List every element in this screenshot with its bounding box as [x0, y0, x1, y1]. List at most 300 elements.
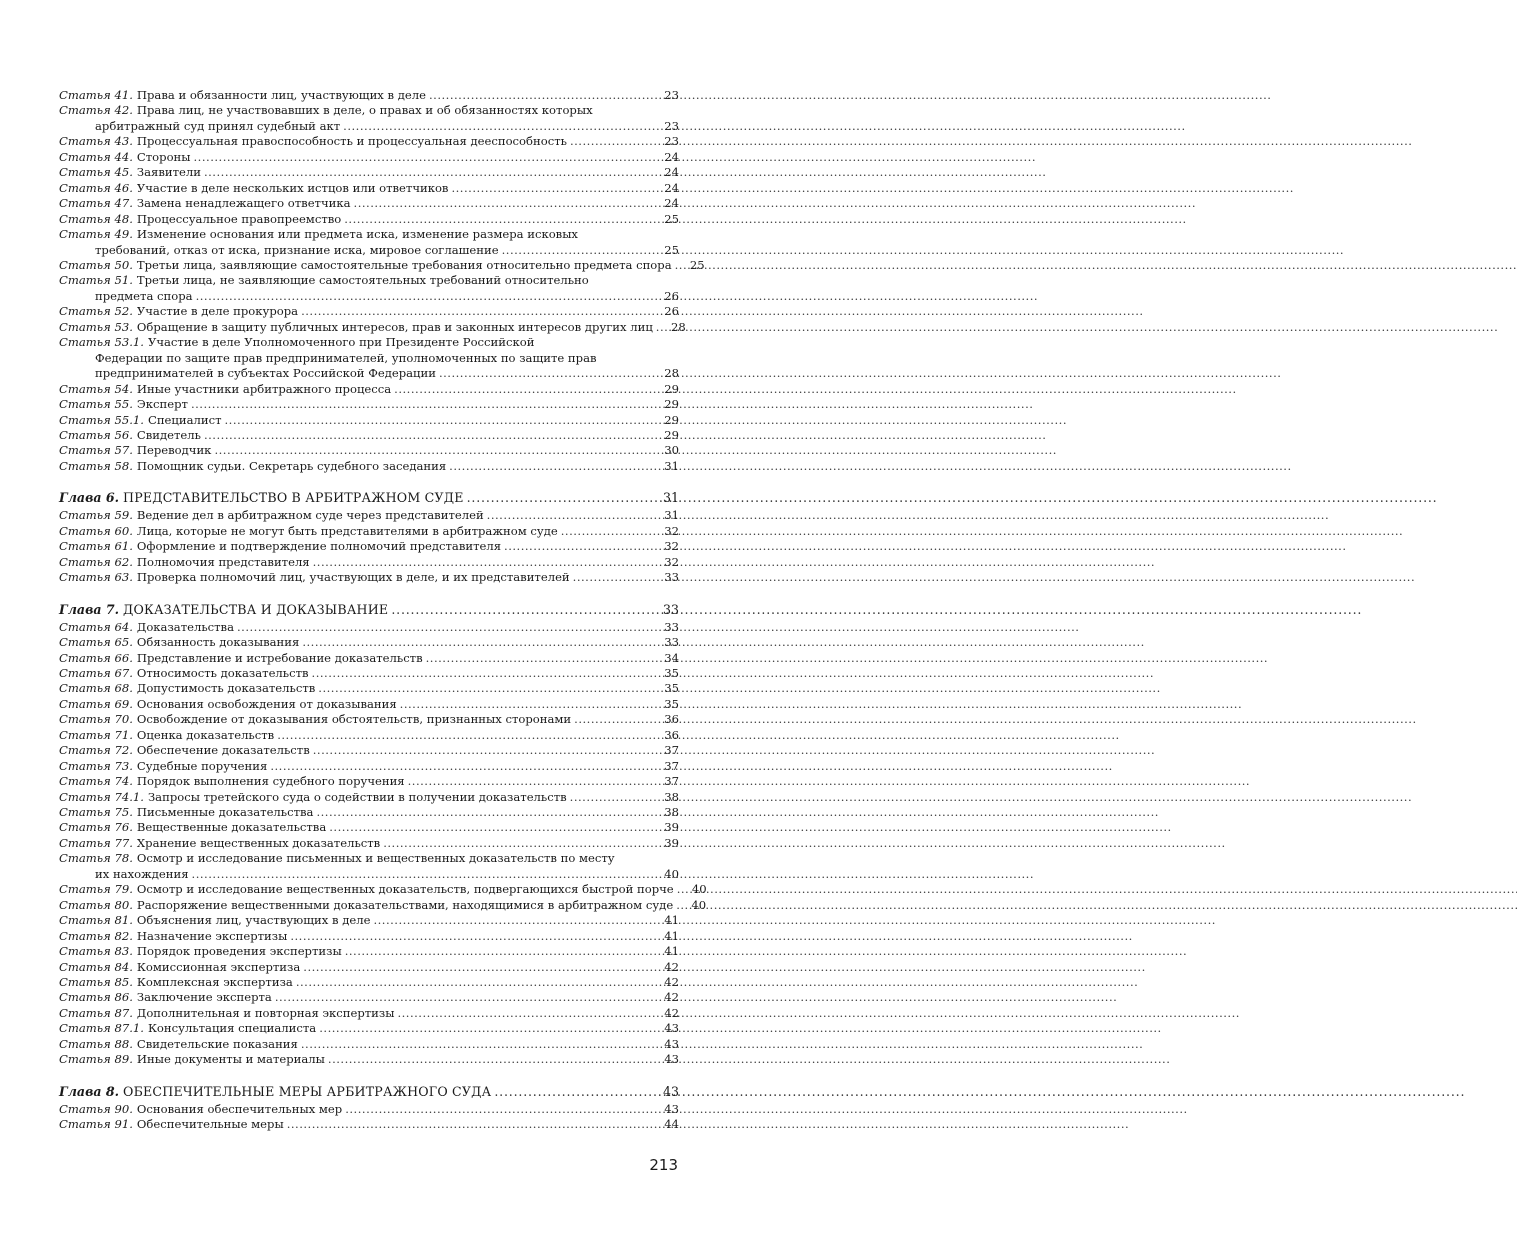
toc-article — [59, 555, 679, 570]
article-label: Статья 64. — [59, 619, 133, 634]
toc-line — [59, 712, 679, 727]
leader-dots — [504, 539, 659, 554]
leader-dots — [204, 165, 659, 180]
toc-article — [59, 790, 679, 805]
toc-line — [59, 867, 679, 882]
toc-article — [59, 508, 679, 523]
leader-dots — [439, 366, 659, 381]
chapter-label: Глава 8. — [59, 1083, 120, 1099]
article-label: Статья 57. — [59, 443, 133, 458]
article-label: Статья 84. — [59, 959, 133, 974]
article-label: Статья 71. — [59, 727, 133, 742]
article-label: Статья 46. — [59, 180, 133, 195]
article-label: Статья 66. — [59, 650, 133, 665]
toc-line — [59, 257, 705, 273]
article-title: Процессуальная правоспособность и процессуальная дееспособность — [136, 134, 567, 149]
toc-page-number: 30 — [664, 443, 679, 458]
toc-line — [59, 304, 679, 319]
toc-line — [59, 508, 679, 523]
toc-line — [59, 635, 679, 650]
article-title: Участие в деле Уполномоченного при Президенте Российской — [147, 335, 535, 350]
leader-dots — [408, 774, 659, 789]
toc-article — [59, 882, 707, 897]
toc-page-number: 33 — [664, 619, 679, 634]
leader-dots — [191, 397, 659, 412]
article-title: Основания обеспечительных мер — [136, 1101, 343, 1116]
toc-line — [59, 119, 679, 134]
article-title: Федерации по защите прав предпринимателей, уполномоченных по защите прав — [95, 350, 597, 365]
toc-page-number: 29 — [664, 381, 679, 396]
toc-page-number: 29 — [664, 427, 679, 442]
toc-chapter — [59, 1084, 679, 1100]
toc-article — [59, 774, 679, 789]
article-title: Свидетель — [136, 427, 201, 442]
toc-line — [59, 681, 679, 696]
article-title: Назначение экспертизы — [136, 928, 288, 943]
toc-article — [59, 712, 679, 727]
toc-line — [59, 196, 679, 211]
article-label: Статья 82. — [59, 928, 133, 943]
toc-line — [59, 366, 679, 381]
toc-page-number: 29 — [664, 397, 679, 412]
toc-article — [59, 397, 679, 412]
article-label: Статья 47. — [59, 196, 133, 211]
toc-page-number: 33 — [662, 601, 679, 617]
article-label: Статья 76. — [59, 820, 133, 835]
leader-dots — [312, 666, 659, 681]
toc-article — [59, 681, 679, 696]
toc-article — [59, 382, 679, 397]
toc-line — [59, 490, 679, 506]
toc-article — [59, 1037, 679, 1052]
toc-page-number: 26 — [664, 304, 679, 319]
toc-article — [59, 651, 679, 666]
article-title: Ведение дел в арбитражном суде через представителей — [136, 508, 484, 523]
leader-dots — [561, 524, 659, 539]
article-title: предпринимателей в субъектах Российской Федерации — [95, 366, 436, 381]
toc-line — [59, 913, 679, 928]
toc-article — [59, 697, 679, 712]
article-title: Комиссионная экспертиза — [136, 959, 301, 974]
article-title: Распоряжение вещественными доказательствами, находящимися в арбитражном суде — [136, 897, 674, 912]
toc-line — [59, 273, 679, 288]
article-title: Комплексная экспертиза — [136, 975, 293, 990]
toc-article — [59, 524, 679, 539]
toc-line — [59, 774, 679, 789]
toc-article — [59, 1021, 679, 1036]
article-label: Статья 73. — [59, 758, 133, 773]
toc-line — [59, 620, 679, 635]
toc-page-number: 43 — [662, 1083, 679, 1099]
article-title: Переводчик — [136, 443, 212, 458]
leader-dots — [290, 929, 659, 944]
toc-page-number: 32 — [664, 539, 679, 554]
article-label: Статья 68. — [59, 681, 133, 696]
article-title: Изменение основания или предмета иска, изменение размера исковых — [136, 227, 578, 242]
toc-line — [59, 570, 679, 585]
chapter-title: ПРЕДСТАВИТЕЛЬСТВО В АРБИТРАЖНОМ СУДЕ — [123, 490, 464, 506]
article-label: Статья 65. — [59, 635, 133, 650]
toc-line — [59, 728, 679, 743]
toc-line — [59, 651, 679, 666]
article-title: Порядок проведения экспертизы — [136, 944, 342, 959]
leader-dots — [343, 119, 659, 134]
toc-line — [59, 539, 679, 554]
toc-article — [59, 820, 679, 835]
toc-article — [59, 459, 679, 474]
toc-page-number: 31 — [664, 458, 679, 473]
article-label: Статья 89. — [59, 1052, 133, 1067]
article-title: требований, отказ от иска, признание иска, мировое соглашение — [95, 242, 499, 257]
toc-line — [59, 1021, 679, 1036]
article-title: Дополнительная и повторная экспертизы — [136, 1005, 395, 1020]
toc-page-number: 40 — [664, 866, 679, 881]
leader-dots — [449, 459, 659, 474]
toc-line — [59, 443, 679, 458]
page-number: 213 — [649, 1156, 678, 1174]
article-label: Статья 70. — [59, 712, 133, 727]
toc-line — [59, 1037, 679, 1052]
toc-line — [59, 790, 679, 805]
toc-line — [59, 181, 679, 196]
leader-dots — [426, 651, 659, 666]
article-label: Статья 44. — [59, 149, 133, 164]
toc-line — [59, 743, 679, 758]
leader-dots — [570, 134, 659, 149]
toc-line — [59, 103, 679, 118]
toc-page-number: 37 — [664, 758, 679, 773]
article-title: Осмотр и исследование письменных и вещественных доказательств по месту — [136, 851, 615, 866]
article-label: Статья 78. — [59, 851, 133, 866]
leader-dots — [194, 150, 659, 165]
toc-page-number: 31 — [662, 490, 679, 506]
article-label: Статья 79. — [59, 882, 133, 897]
toc-line — [59, 1102, 679, 1117]
leader-dots — [196, 289, 659, 304]
toc-line — [59, 382, 679, 397]
toc-line — [59, 836, 679, 851]
leader-dots — [573, 570, 659, 585]
article-title: Права и обязанности лиц, участвующих в деле — [136, 88, 426, 102]
toc-article — [59, 1052, 679, 1067]
article-label: Статья 61. — [59, 539, 133, 554]
article-label: Статья 69. — [59, 696, 133, 711]
toc-article — [59, 975, 679, 990]
toc-page-number: 29 — [664, 412, 679, 427]
toc-chapter — [59, 602, 679, 618]
toc-page-number: 42 — [664, 990, 679, 1005]
toc-page-number: 25 — [689, 257, 705, 272]
toc-article — [59, 913, 679, 928]
toc-page-number: 24 — [664, 149, 679, 164]
toc-page-number: 32 — [664, 554, 679, 569]
toc-page-number: 43 — [664, 1052, 679, 1067]
leader-dots — [319, 1021, 659, 1036]
article-title: Представление и истребование доказательств — [136, 650, 423, 665]
article-label: Статья 43. — [59, 134, 133, 149]
article-title: Замена ненадлежащего ответчика — [136, 196, 351, 211]
toc-article — [59, 759, 679, 774]
table-of-contents — [59, 88, 707, 1133]
article-title: Заявители — [136, 165, 201, 180]
toc-line — [59, 413, 679, 428]
toc-line — [59, 1052, 679, 1067]
article-label: Статья 53.1. — [59, 335, 144, 350]
article-title: Иные участники арбитражного процесса — [136, 381, 392, 396]
article-title: Участие в деле прокурора — [136, 304, 299, 319]
article-label: Статья 67. — [59, 665, 133, 680]
toc-article — [59, 273, 679, 304]
article-title: Объяснения лиц, участвующих в деле — [136, 913, 371, 928]
article-title: Оформление и подтверждение полномочий представителя — [136, 539, 502, 554]
toc-page-number: 37 — [664, 774, 679, 789]
toc-line — [59, 759, 679, 774]
toc-article — [59, 836, 679, 851]
toc-article — [59, 960, 679, 975]
toc-chapter — [59, 490, 679, 506]
toc-line — [59, 960, 679, 975]
article-label: Статья 48. — [59, 211, 133, 226]
toc-line — [59, 212, 679, 227]
toc-line — [59, 666, 679, 681]
leader-dots — [451, 181, 659, 196]
toc-line — [59, 944, 679, 959]
leader-dots — [429, 88, 659, 103]
article-label: Статья 83. — [59, 944, 133, 959]
article-title: Допустимость доказательств — [136, 681, 316, 696]
toc-page-number: 23 — [664, 134, 679, 149]
article-label: Статья 56. — [59, 427, 133, 442]
leader-dots — [656, 320, 666, 335]
article-title: Оценка доказательств — [136, 727, 275, 742]
leader-dots — [400, 697, 659, 712]
article-title: арбитражный суд принял судебный акт — [95, 118, 341, 133]
toc-page-number: 31 — [664, 508, 679, 523]
leader-dots — [494, 1084, 659, 1100]
chapter-label: Глава 7. — [59, 601, 120, 617]
article-title: Свидетельские показания — [136, 1036, 298, 1051]
toc-page-number: 43 — [664, 1021, 679, 1036]
toc-page-number: 43 — [664, 1036, 679, 1051]
toc-page-number: 24 — [664, 165, 679, 180]
leader-dots — [373, 913, 659, 928]
leader-dots — [397, 1006, 659, 1021]
leader-dots — [316, 805, 659, 820]
article-label: Статья 50. — [59, 257, 133, 272]
article-title: Стороны — [136, 149, 191, 164]
article-title: Судебные поручения — [136, 758, 268, 773]
toc-page-number: 37 — [664, 743, 679, 758]
article-title: Проверка полномочий лиц, участвующих в деле, и их представителей — [136, 570, 570, 585]
toc-article — [59, 666, 679, 681]
article-title: Процессуальное правопреемство — [136, 211, 342, 226]
toc-line — [59, 555, 679, 570]
leader-dots — [391, 602, 659, 618]
toc-line — [59, 397, 679, 412]
leader-dots — [303, 960, 659, 975]
toc-line — [59, 150, 679, 165]
toc-line — [59, 243, 679, 258]
leader-dots — [270, 759, 659, 774]
toc-page-number: 44 — [664, 1117, 679, 1132]
toc-article — [59, 181, 679, 196]
article-label: Статья 54. — [59, 381, 133, 396]
toc-article — [59, 1117, 679, 1132]
leader-dots — [277, 728, 659, 743]
leader-dots — [354, 196, 659, 211]
leader-dots — [296, 975, 659, 990]
article-title: Эксперт — [136, 397, 188, 412]
toc-article — [59, 150, 679, 165]
article-label: Статья 74. — [59, 774, 133, 789]
leader-dots — [302, 635, 659, 650]
toc-page-number: 39 — [664, 835, 679, 850]
leader-dots — [502, 243, 659, 258]
article-label: Статья 42. — [59, 103, 133, 118]
toc-line — [59, 820, 679, 835]
leader-dots — [383, 836, 659, 851]
toc-page-number: 42 — [664, 1005, 679, 1020]
toc-page-number: 35 — [664, 681, 679, 696]
article-label: Статья 91. — [59, 1117, 133, 1132]
leader-dots — [487, 508, 659, 523]
article-label: Статья 51. — [59, 273, 133, 288]
leader-dots — [345, 1102, 659, 1117]
leader-dots — [570, 790, 659, 805]
leader-dots — [328, 1052, 659, 1067]
article-title: Консультация специалиста — [147, 1021, 317, 1036]
toc-line — [59, 88, 679, 103]
leader-dots — [574, 712, 659, 727]
toc-line — [59, 1084, 679, 1100]
toc-page-number: 42 — [664, 959, 679, 974]
toc-page-number: 39 — [664, 820, 679, 835]
toc-line — [59, 975, 679, 990]
toc-article — [59, 1006, 679, 1021]
toc-article — [59, 539, 679, 554]
toc-line — [59, 351, 679, 366]
toc-article — [59, 944, 679, 959]
leader-dots — [467, 490, 659, 506]
toc-article — [59, 851, 679, 882]
toc-article — [59, 319, 686, 335]
toc-article — [59, 428, 679, 443]
toc-line — [59, 882, 707, 897]
toc-article — [59, 257, 705, 273]
toc-line — [59, 335, 679, 350]
toc-page-number: 23 — [664, 88, 679, 102]
article-label: Статья 59. — [59, 508, 133, 523]
article-label: Статья 90. — [59, 1101, 133, 1116]
leader-dots — [237, 620, 659, 635]
toc-page-number: 24 — [664, 180, 679, 195]
toc-article — [59, 413, 679, 428]
article-label: Статья 87. — [59, 1005, 133, 1020]
toc-page-number: 25 — [664, 242, 679, 257]
toc-article — [59, 134, 679, 149]
leader-dots — [676, 898, 686, 913]
leader-dots — [301, 304, 659, 319]
toc-line — [59, 805, 679, 820]
toc-line — [59, 524, 679, 539]
toc-article — [59, 335, 679, 381]
toc-article — [59, 635, 679, 650]
toc-page-number: 41 — [664, 944, 679, 959]
article-title: Права лиц, не участвовавших в деле, о правах и об обязанностях которых — [136, 103, 593, 118]
article-label: Статья 58. — [59, 458, 133, 473]
article-title: Запросы третейского суда о содействии в получении доказательств — [147, 789, 567, 804]
article-title: Участие в деле нескольких истцов или ответчиков — [136, 180, 449, 195]
toc-page-number: 25 — [664, 211, 679, 226]
article-title: Осмотр и исследование вещественных доказательств, подвергающихся быстрой порче — [136, 882, 674, 897]
toc-line — [59, 459, 679, 474]
article-title: Порядок выполнения судебного поручения — [136, 774, 405, 789]
leader-dots — [275, 990, 659, 1005]
article-title: Основания освобождения от доказывания — [136, 696, 397, 711]
toc-article — [59, 805, 679, 820]
toc-page-number: 24 — [664, 196, 679, 211]
toc-page-number: 33 — [664, 635, 679, 650]
leader-dots — [225, 413, 659, 428]
toc-article — [59, 620, 679, 635]
article-label: Статья 62. — [59, 554, 133, 569]
leader-dots — [287, 1117, 659, 1132]
toc-line — [59, 319, 686, 335]
article-label: Статья 49. — [59, 227, 133, 242]
toc-page-number: 38 — [664, 789, 679, 804]
toc-page-number: 28 — [671, 319, 686, 334]
toc-page-number: 38 — [664, 805, 679, 820]
toc-line — [59, 697, 679, 712]
article-title: Иные документы и материалы — [136, 1052, 325, 1067]
article-title: Обеспечительные меры — [136, 1117, 284, 1132]
article-title: Лица, которые не могут быть представителями в арбитражном суде — [136, 523, 558, 538]
leader-dots — [394, 382, 659, 397]
toc-line — [59, 929, 679, 944]
leader-dots — [318, 681, 659, 696]
toc-article — [59, 728, 679, 743]
article-label: Статья 72. — [59, 743, 133, 758]
article-label: Статья 55. — [59, 397, 133, 412]
toc-page-number: 26 — [664, 288, 679, 303]
toc-article — [59, 743, 679, 758]
toc-line — [59, 428, 679, 443]
leader-dots — [204, 428, 659, 443]
toc-page-number: 32 — [664, 523, 679, 538]
article-label: Статья 63. — [59, 570, 133, 585]
article-title: Третьи лица, заявляющие самостоятельные требования относительно предмета спора — [136, 257, 672, 272]
article-title: Обязанность доказывания — [136, 635, 300, 650]
toc-page-number: 41 — [664, 913, 679, 928]
leader-dots — [329, 820, 659, 835]
article-label: Статья 85. — [59, 975, 133, 990]
toc-article — [59, 103, 679, 134]
toc-page-number: 43 — [664, 1101, 679, 1116]
leader-dots — [214, 443, 659, 458]
article-title: Освобождение от доказывания обстоятельств, признанных сторонами — [136, 712, 572, 727]
article-title: Доказательства — [136, 619, 234, 634]
article-title: Помощник судьи. Секретарь судебного заседания — [136, 458, 447, 473]
article-title: Полномочия представителя — [136, 554, 310, 569]
article-title: Специалист — [147, 412, 222, 427]
leader-dots — [345, 944, 659, 959]
toc-page-number: 40 — [691, 882, 707, 897]
toc-line — [59, 851, 679, 866]
article-label: Статья 81. — [59, 913, 133, 928]
chapter-title: ОБЕСПЕЧИТЕЛЬНЫЕ МЕРЫ АРБИТРАЖНОГО СУДА — [123, 1083, 492, 1099]
article-title: предмета спора — [95, 288, 193, 303]
chapter-label: Глава 6. — [59, 490, 120, 506]
